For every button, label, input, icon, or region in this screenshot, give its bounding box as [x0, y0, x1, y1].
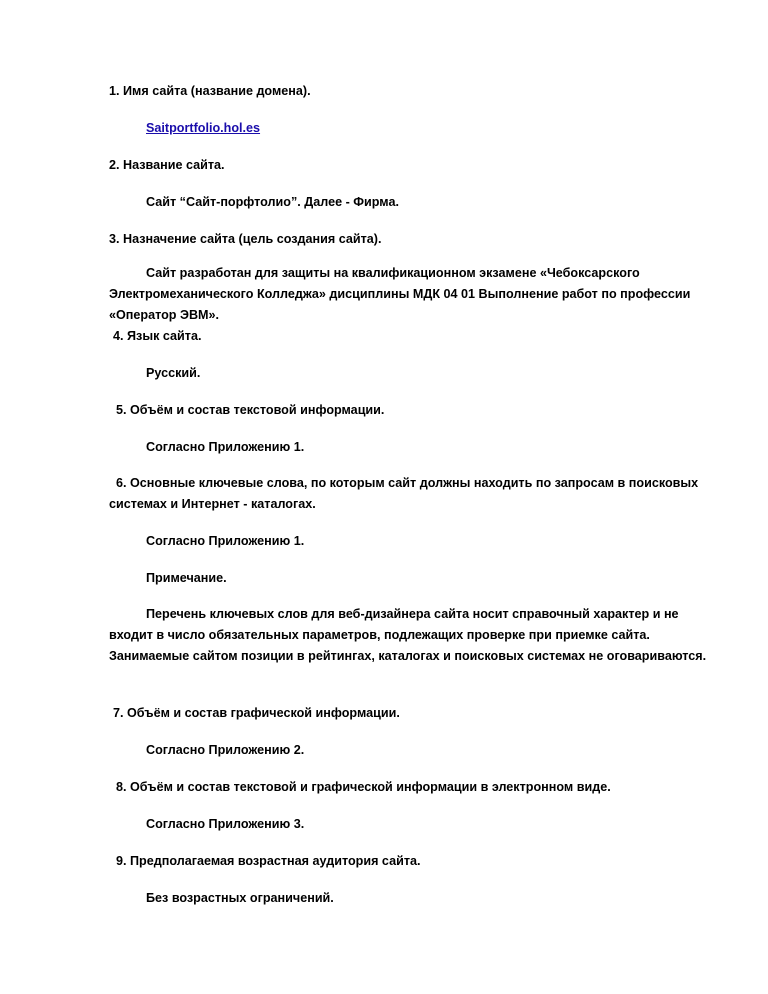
section-4-heading: 4. Язык сайта.: [113, 329, 202, 343]
section-4-body: Русский.: [146, 366, 201, 380]
section-5-heading: 5. Объём и состав текстовой информации.: [116, 403, 385, 417]
section-6-note-body: Перечень ключевых слов для веб-дизайнера сайта носит справочный характер и не входит в число обязательных параметров, подлежащих проверке при приемке сайта. Занимаемые сайтом позиции в рейтингах, каталогах и поисковых системах не оговариваются.: [109, 607, 707, 663]
section-9-heading: 9. Предполагаемая возрастная аудитория сайта.: [116, 854, 421, 868]
section-7-heading: 7. Объём и состав графической информации.: [113, 706, 400, 720]
section-6-body: Согласно Приложению 1.: [146, 534, 305, 548]
section-7-body: Согласно Приложению 2.: [146, 743, 305, 757]
domain-link-text[interactable]: Saitportfolio.hol.es: [146, 121, 261, 135]
section-3-heading: 3. Назначение сайта (цель создания сайта).: [109, 232, 382, 246]
section-2-body: Сайт “Сайт-порфтолио”. Далее - Фирма.: [146, 195, 399, 209]
section-9-body: Без возрастных ограничений.: [146, 891, 334, 905]
section-1-heading: 1. Имя сайта (название домена).: [109, 84, 311, 98]
section-6-heading: 6. Основные ключевые слова, по которым сайт должны находить по запросам в поисковых системах и Интернет - каталогах.: [109, 476, 699, 511]
section-6-note-title: Примечание.: [146, 571, 227, 585]
section-3-body: Сайт разработан для защиты на квалификационном экзамене «Чебоксарского Электромеханического Колледжа» дисциплины МДК 04 01 Выполнение работ по профессии «Оператор ЭВМ».: [109, 266, 691, 322]
section-8-body: Согласно Приложению 3.: [146, 817, 305, 831]
section-2-heading: 2. Название сайта.: [109, 158, 225, 172]
domain-link[interactable]: [146, 121, 260, 136]
section-5-body: Согласно Приложению 1.: [146, 440, 305, 454]
section-8-heading: 8. Объём и состав текстовой и графической информации в электронном виде.: [116, 780, 611, 794]
